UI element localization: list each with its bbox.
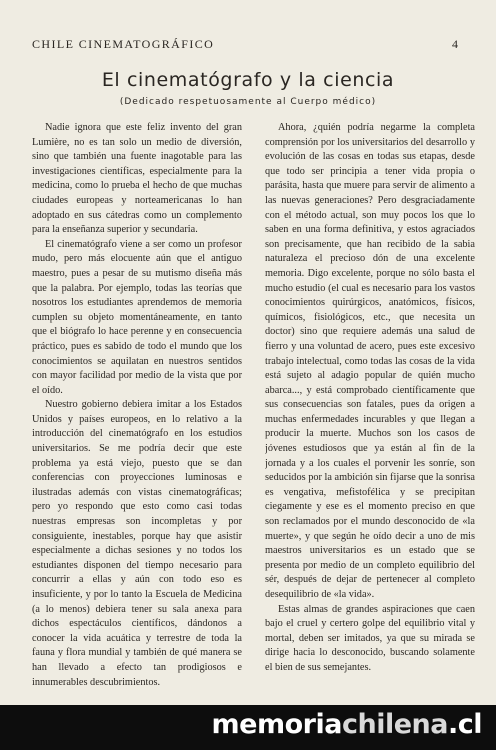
brand-main: memoria <box>211 709 342 740</box>
paragraph: Estas almas de grandes aspiraciones que caen bajo el cruel y certero golpe del equilibrio vital y mortal, deben ser imitados, ya que su mirada se dirige hacia lo desconocido, buscando solamente el bien de sus semejantes. <box>265 603 475 673</box>
left-column <box>32 121 242 705</box>
watermark-bar <box>0 705 496 750</box>
brand-accent: chilena <box>341 709 448 740</box>
article-title: El cinematógrafo y la ciencia <box>101 69 395 91</box>
paragraph: El cinematógrafo viene a ser como un profesor mudo, pero más elocuente aún que el antiguo maestro, pues a pesar de su mutismo diseña más que la palabra. Por ejemplo, todas las teorías que nosotros los estudiantes aprendemos de memoria cumplen su objeto momentáneamente, en tanto que el biógrafo lo hace perenne y en consecuencia práctico, pues es sabido de todo el mundo que los conocimientos se aquilatan en nuestros sentidos con mayor facilidad por medio de la vista que por el oído. <box>32 238 242 396</box>
brand-tld: .cl <box>447 709 482 740</box>
paragraph: Nuestro gobierno debiera imitar a los Estados Unidos y países europeos, en lo relativo a la introducción del cinematógrafo en los estudios universitarios. Se me podría decir que este problema ya está viejo, puesto que se dan conferencias con proyecciones luminosas e ilustradas además con vistas cinematográficas; pero yo respondo que esto como casi todas nuestras empresas son incompletas y por consiguiente, inestables, porque hay que asistir especialmente a dichas sesiones y no todos los estudiantes disponen del tiempo necesario para concurrir a ellas y aún con todo eso es insuficiente, y por lo tanto la Escuela de Medicina (a lo menos) debiera tener su sala anexa para dichos espectáculos científicos, dándonos a conocer la vida acuática y terrestre de toda la fauna y flora mundial y también de qué manera se han llevado a efecto tan prodigiosos e innumerables descubrimientos. <box>32 399 242 688</box>
running-head: CHILE CINEMATOGRÁFICO <box>32 37 215 51</box>
page-number: 4 <box>452 37 458 51</box>
right-column <box>265 121 475 705</box>
paragraph: Ahora, ¿quién podría negarme la completa comprensión por los universitarios del desarrollo y evolución de las cosas en todas sus etapas, desde que todo ser principia a tener vida propia o parásita, hasta que muere para servir de alimento a las nuevas generaciones? Pero desgraciadamente con el método actual, son muy pocos los que lo saben en una forma definitiva, y estos agraciados son precisamente, que han recibido de la sabia naturaleza el precioso dón de una excelente memoria. Digo excelente, porque no sólo basta el mucho estudio (el cual es necesario para los vastos conocimientos quirúrgicos, anatómicos, físicos, químicos, fisiológicos, etc., que necesita un doctor) sino que requiere además una salud de fierro y una voluntad de acero, pues este excesivo trabajo intelectual, como todas las cosas de la vida está sujeto al adagio popular de quién mucho abarca..., y está comprobado científicamente que sus consecuencias son fatales, pues da origen a muchas enfermedades incurables y que llegan a producir la muerte. Muchos son los casos de jóvenes estudiosos que ya están al fin de la jornada y a los cuales el porvenir les sonríe, son seducidos por la ambición sin fijarse que la sonrisa es vengativa, mefistofélica y se precipitan ciegamente y ese es el momento preciso en que son reclamados por el mundo desconocido de «la muerte», y que según he oído decir a uno de mis maestros universitarios es un estado que se presenta por medio de un completo equilibrio del sér, después de dejar de pertenecer al completo desequilibrio de «la vida». <box>265 122 475 600</box>
article-subtitle: (Dedicado respetuosamente al Cuerpo médico) <box>119 97 377 107</box>
memoria-chilena-logo[interactable] <box>212 709 482 740</box>
paragraph: Nadie ignora que este feliz invento del gran Lumière, no es tan solo un medio de diversión, sino que también una fuente inagotable para las investigaciones científicas, especialmente para la medicina, como lo prueba el hecho de que muchas ciudades europeas y norteamericanas lo han adoptado en sus cátedras como un complemento para la enseñanza superior y secundaria. <box>32 122 242 236</box>
